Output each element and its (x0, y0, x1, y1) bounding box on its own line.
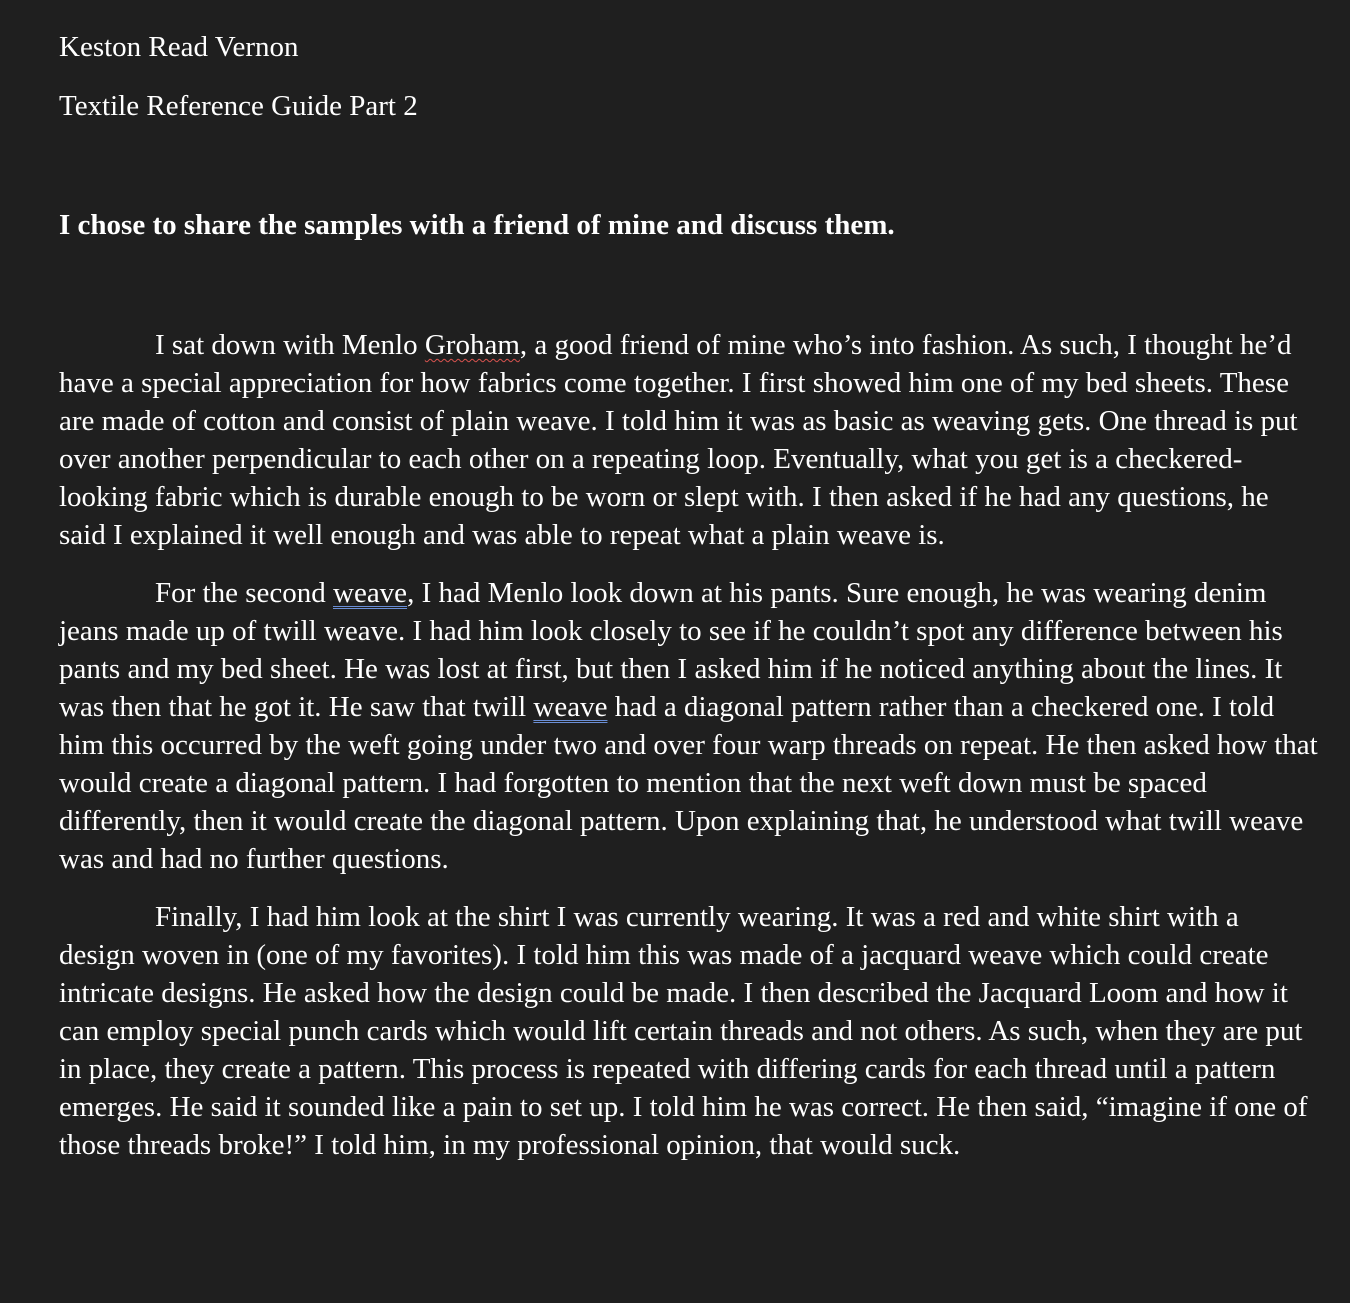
paragraph-twill-weave (59, 574, 1319, 878)
paragraph-text: I sat down with Menlo (155, 329, 425, 361)
spelling-flag-word[interactable]: Groham (424, 329, 520, 361)
intro-statement: I chose to share the samples with a friend of mine and discuss them. (59, 209, 895, 241)
author-name: Keston Read Vernon (59, 31, 299, 63)
paragraph-text: , a good friend of mine who’s into fashion. As such, I thought he’d have a special appreciation for how fabrics come together. I first showed him one of my bed sheets. These are made of cotton and consist of plain weave. I told him it was as basic as weaving gets. One thread is put over another perpendicular to each other on a repeating loop. Eventually, what you get is a checkered-looking fabric which is durable enough to be worn or slept with. I then asked if he had any questions, he said I explained it well enough and was able to repeat what a plain weave is. (59, 329, 1298, 551)
body-text (59, 326, 1319, 1184)
paragraph-plain-weave (59, 326, 1319, 554)
document-title: Textile Reference Guide Part 2 (59, 90, 418, 122)
paragraph-text: , I had Menlo look down at his pants. Sure enough, he was wearing denim jeans made up of twill weave. I had him look closely to see if he couldn’t spot any difference between his pants and my bed sheet. He was lost at first, but then I asked him if he noticed anything about the lines. It was then that he got it. He saw that twill (59, 577, 1283, 723)
grammar-flag-word[interactable]: weave (533, 691, 608, 723)
paragraph-text: For the second (155, 577, 333, 609)
grammar-flag-word[interactable]: weave (333, 577, 408, 609)
paragraph-text: had a diagonal pattern rather than a checkered one. I told him this occurred by the weft going under two and over four warp threads on repeat. He then asked how that would create a diagonal pattern. I had forgotten to mention that the next weft down must be spaced differently, then it would create the diagonal pattern. Upon explaining that, he understood what twill weave was and had no further questions. (59, 691, 1318, 875)
paragraph-jacquard-weave: Finally, I had him look at the shirt I was currently wearing. It was a red and white shirt with a design woven in (one of my favorites). I told him this was made of a jacquard weave which could create intricate designs. He asked how the design could be made. I then described the Jacquard Loom and how it can employ special punch cards which would lift certain threads and not others. As such, when they are put in place, they create a pattern. This process is repeated with differing cards for each thread until a pattern emerges. He said it sounded like a pain to set up. I told him he was correct. He then said, “imagine if one of those threads broke!” I told him, in my professional opinion, that would suck. (59, 901, 1308, 1161)
